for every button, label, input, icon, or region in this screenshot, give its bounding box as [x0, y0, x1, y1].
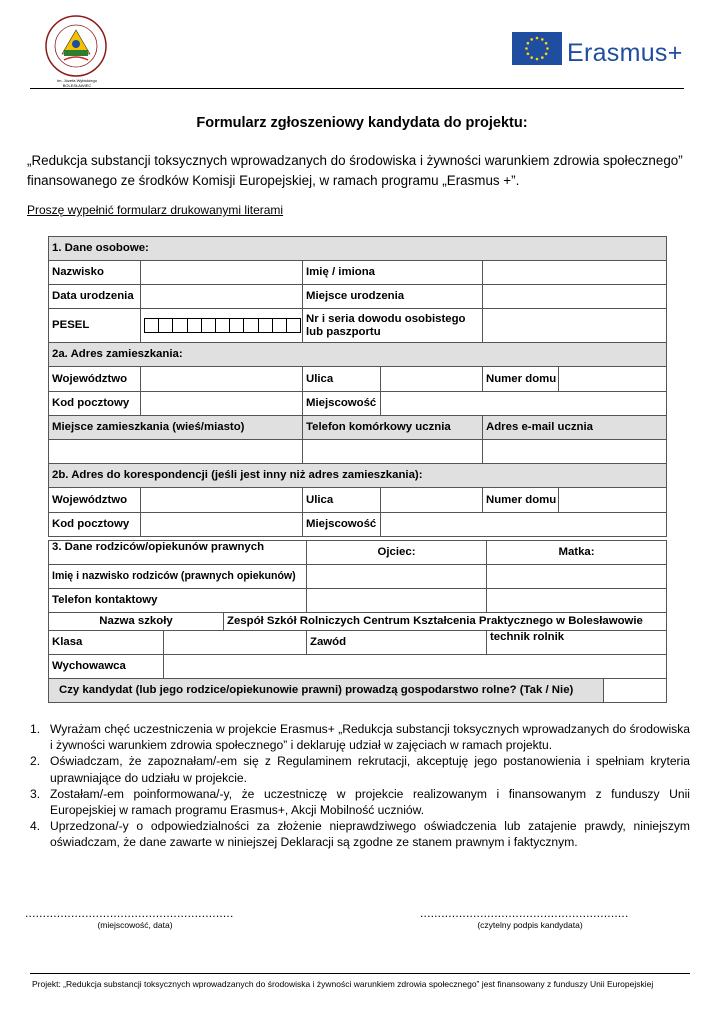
student-email-field[interactable]: [483, 440, 667, 464]
place-date-caption: (miejscowość, data): [97, 920, 173, 930]
pesel-field[interactable]: [141, 309, 303, 343]
first-names-field[interactable]: [483, 261, 667, 285]
school-logo: [44, 14, 108, 78]
personal-data-table: [48, 236, 667, 537]
erasmus-logo-text: Erasmus+: [567, 39, 683, 67]
house-no2-label: Numer domu: [486, 488, 559, 512]
farm-answer-field[interactable]: [604, 679, 667, 703]
project-description: „Redukcja substancji toksycznych wprowadzanych do środowiska i żywności warunkiem zdrowia społecznego” finansowanego ze środków Komisji Europejskiej, w ramach programu „Erasmus +”.: [27, 153, 683, 188]
candidate-signature: [420, 906, 640, 930]
father-label: Ojciec:: [307, 541, 487, 565]
parents-names-label: Imię i nazwisko rodziców (prawnych opiekunów): [49, 565, 307, 589]
declaration-item: 2. Oświadczam, że zapoznałam/-em się z Regulaminem rekrutacji, akceptuję jego postanowienia i spełniam kryteria uprawniające do udziału w projekcie.: [30, 754, 690, 785]
id-number-field[interactable]: [483, 309, 667, 343]
street2-label: Ulica: [303, 488, 381, 513]
student-phone-field[interactable]: [303, 440, 483, 464]
footer-text: Projekt: „Redukcja substancji toksycznych wprowadzanych do środowiska i żywności warunkiem zdrowia społecznego” jest finansowany z funduszy Unii Europejskiej: [32, 979, 654, 989]
street-field[interactable]: [381, 367, 483, 392]
father-name-field[interactable]: [307, 565, 487, 589]
residence-type-field[interactable]: [49, 440, 303, 464]
postal-code2-label: Kod pocztowy: [49, 513, 141, 537]
farm-question: Czy kandydat (lub jego rodzice/opiekunowie prawni) prowadzą gospodarstwo rolne? (Tak / Nie): [49, 679, 604, 703]
voivodeship2-label: Województwo: [49, 488, 141, 513]
birth-date-label: Data urodzenia: [49, 285, 141, 309]
mother-phone-field[interactable]: [487, 589, 667, 613]
school-name-value: Zespół Szkół Rolniczych Centrum Kształcenia Praktycznego w Bolesławowie: [224, 613, 667, 631]
place-date-signature: [25, 906, 245, 930]
signature-caption: (czytelny podpis kandydata): [477, 920, 583, 930]
surname-label: Nazwisko: [49, 261, 141, 285]
school-table: [48, 612, 667, 679]
birth-place-field[interactable]: [483, 285, 667, 309]
residence-type-label: Miejsce zamieszkania (wieś/miasto): [49, 416, 303, 440]
header-divider: [30, 88, 684, 89]
profession-value: technik rolnik: [487, 631, 667, 655]
homeroom-teacher-label: Wychowawca: [49, 655, 164, 679]
page-title: Formularz zgłoszeniowy kandydata do projektu:: [196, 115, 528, 131]
house-no-label: Numer domu: [486, 367, 559, 391]
street-label: Ulica: [303, 367, 381, 392]
instruction-text: Proszę wypełnić formularz drukowanymi literami: [27, 203, 284, 217]
voivodeship2-field[interactable]: [141, 488, 303, 513]
voivodeship-label: Województwo: [49, 367, 141, 392]
mother-name-field[interactable]: [487, 565, 667, 589]
postal-code-field[interactable]: [141, 392, 303, 416]
town-field[interactable]: [381, 392, 667, 416]
class-label: Klasa: [49, 631, 164, 655]
pesel-label: PESEL: [49, 309, 141, 343]
logo-caption: Im. Józefa Wybickiego BOLESŁAWIEC: [57, 78, 97, 88]
id-number-label: Nr i seria dowodu osobistego lub paszportu: [303, 309, 483, 343]
student-phone-label: Telefon komórkowy ucznia: [303, 416, 483, 440]
voivodeship-field[interactable]: [141, 367, 303, 392]
mother-label: Matka:: [487, 541, 667, 565]
postal-code2-field[interactable]: [141, 513, 303, 537]
town2-label: Miejscowość: [303, 513, 381, 537]
birth-place-label: Miejsce urodzenia: [303, 285, 483, 309]
section-residence-address: 2a. Adres zamieszkania:: [49, 343, 667, 367]
father-phone-field[interactable]: [307, 589, 487, 613]
postal-code-label: Kod pocztowy: [49, 392, 141, 416]
homeroom-teacher-field[interactable]: [164, 655, 667, 679]
section-correspondence-address: 2b. Adres do korespondencji (jeśli jest inny niż adres zamieszkania):: [49, 464, 667, 488]
first-names-label: Imię / imiona: [303, 261, 483, 285]
student-email-label: Adres e-mail ucznia: [483, 416, 667, 440]
farm-table: [48, 678, 667, 703]
parents-table: [48, 540, 667, 613]
surname-field[interactable]: [141, 261, 303, 285]
house-no2-cell[interactable]: [483, 488, 667, 513]
footer-divider: [30, 973, 690, 974]
street2-field[interactable]: [381, 488, 483, 513]
signature-line[interactable]: ...........................................................: [420, 906, 629, 920]
section-personal-data: 1. Dane osobowe:: [49, 237, 667, 261]
town2-field[interactable]: [381, 513, 667, 537]
contact-phone-label: Telefon kontaktowy: [49, 589, 307, 613]
eu-flag-icon: [512, 32, 562, 65]
place-date-line[interactable]: ...........................................................: [25, 906, 234, 920]
pesel-boxes[interactable]: [144, 318, 301, 333]
section-parents: 3. Dane rodziców/opiekunów prawnych: [49, 541, 307, 565]
town-label: Miejscowość: [303, 392, 381, 416]
declaration-item: 1. Wyrażam chęć uczestniczenia w projekcie Erasmus+ „Redukcja substancji toksycznych wprowadzanych do środowiska i żywności warunkiem zdrowia społecznego” i deklaruję udział w zajęciach w ramach projektu.: [30, 722, 690, 753]
class-field[interactable]: [164, 631, 307, 655]
school-name-label: Nazwa szkoły: [49, 613, 224, 631]
birth-date-field[interactable]: [141, 285, 303, 309]
house-no-cell[interactable]: [483, 367, 667, 392]
declarations-list: [30, 721, 690, 851]
declaration-item: 4. Uprzedzona/-y o odpowiedzialności za złożenie nieprawdziwego oświadczenia lub zatajenie prawdy, niniejszym oświadczam, że dane zawarte w niniejszej Deklaracji są zgodne ze stanem prawnym i faktycznym.: [30, 819, 690, 850]
profession-label: Zawód: [307, 631, 487, 655]
declaration-item: 3. Zostałam/-em poinformowana/-y, że uczestniczę w projekcie realizowanym i finansowanym z funduszy Unii Europejskiej w ramach programu Erasmus+, Akcji Mobilność uczniów.: [30, 786, 690, 818]
